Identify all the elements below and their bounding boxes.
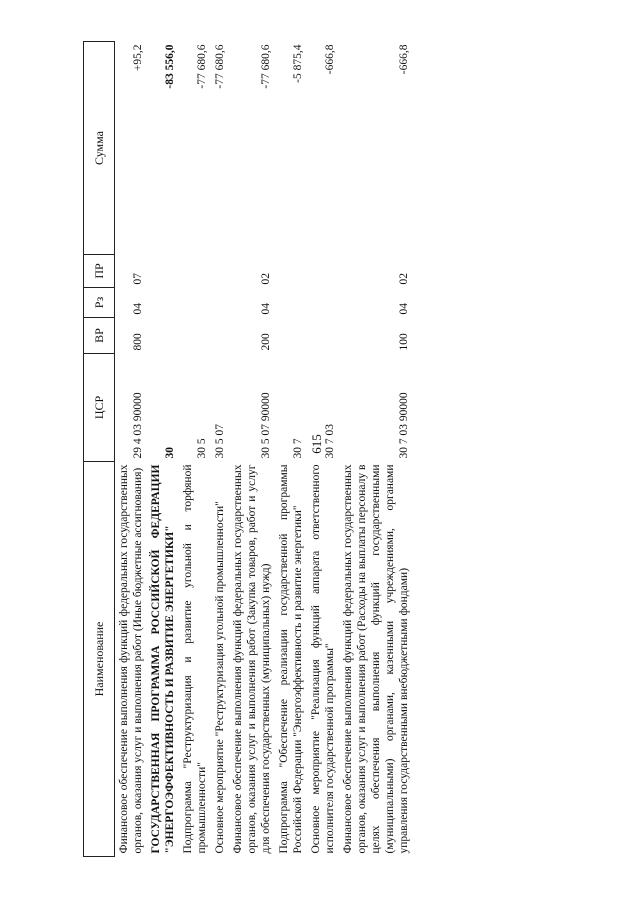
row-sum: -77 680,6 [196, 44, 208, 89]
row-pr [179, 255, 211, 288]
row-name: Финансовое обеспечение выполнения функций федеральных государственных органов, оказания услуг и выполнения работ (Закупка товаров, работ и услуг для обеспечения государственных (муниципальных) нужд) [232, 464, 272, 854]
row-vr [179, 318, 211, 354]
table-row [339, 42, 413, 857]
table-row [229, 42, 275, 857]
row-csr: 30 5 [196, 438, 208, 459]
row-rz [211, 288, 229, 318]
row-rz: 04 [398, 303, 410, 315]
row-csr: 30 7 [292, 438, 304, 459]
table-header-row [84, 42, 115, 857]
row-vr [211, 318, 229, 354]
row-csr: 30 [164, 447, 176, 459]
row-name: Основное мероприятие "Реструктуризация угольной промышленности" [214, 501, 226, 854]
row-name: Финансовое обеспечение выполнения функций федеральных государственных органов, оказания услуг и выполнения работ (Иные бюджетные ассигнования) [118, 464, 144, 854]
row-pr [275, 255, 307, 288]
row-csr: 30 7 03 90000 [398, 392, 410, 459]
header-sum: Сумма [84, 42, 115, 255]
row-name: Основное мероприятие "Реализация функций аппарата ответственного исполнителя государственной программы" [310, 464, 336, 854]
row-sum: -666,8 [398, 44, 410, 75]
row-pr [307, 255, 339, 288]
header-name: Наименование [84, 462, 115, 857]
row-vr: 800 [132, 333, 144, 351]
table-row [307, 42, 339, 857]
row-csr: 29 4 03 90000 [132, 392, 144, 459]
row-sum: -5 875,4 [292, 44, 304, 83]
row-rz: 04 [132, 303, 144, 315]
row-sum: -83 556,0 [164, 44, 176, 89]
row-pr: 07 [132, 273, 144, 285]
row-csr: 30 7 03 [324, 424, 336, 459]
table-row [115, 42, 148, 857]
row-vr: 100 [398, 333, 410, 351]
header-pr: ПР [84, 255, 115, 288]
row-sum: -666,8 [324, 44, 336, 75]
budget-table [83, 41, 413, 857]
row-pr [211, 255, 229, 288]
row-sum: -77 680,6 [260, 44, 272, 89]
row-name: Подпрограмма "Реструктуризация и развитие угольной и торфяной промышленности" [182, 464, 208, 854]
row-vr [307, 318, 339, 354]
row-csr: 30 5 07 90000 [260, 392, 272, 459]
row-rz [275, 288, 307, 318]
row-pr [147, 255, 179, 288]
table-row [211, 42, 229, 857]
row-rz: 04 [260, 303, 272, 315]
table-row [179, 42, 211, 857]
row-rz [147, 288, 179, 318]
row-sum: -77 680,6 [214, 44, 226, 89]
row-sum: +95,2 [132, 44, 144, 72]
row-csr: 30 5 07 [214, 424, 226, 459]
header-csr: ЦСР [84, 354, 115, 462]
row-vr: 200 [260, 333, 272, 351]
row-pr: 02 [398, 273, 410, 285]
row-name: Финансовое обеспечение выполнения функций федеральных государственных органов, оказания услуг и выполнения работ (Расходы на выплаты персоналу в целях обеспечения выполнения функций государственными (муниципальными) органами, казенными учреждениями, органами управления государственными внебюджетными фондами) [342, 464, 410, 854]
rotated-table-sheet [83, 42, 616, 857]
row-vr [147, 318, 179, 354]
row-rz [307, 288, 339, 318]
header-rz: Рз [84, 288, 115, 318]
header-vr: ВР [84, 318, 115, 354]
row-name: ГОСУДАРСТВЕННАЯ ПРОГРАММА РОССИЙСКОЙ ФЕДЕРАЦИИ "ЭНЕРГОЭФФЕКТИВНОСТЬ И РАЗВИТИЕ ЭНЕРГЕТИКИ" [150, 464, 176, 854]
row-rz [179, 288, 211, 318]
page-number: 615 [308, 434, 324, 454]
table-row [147, 42, 179, 857]
table-row [275, 42, 307, 857]
row-pr: 02 [260, 273, 272, 285]
row-vr [275, 318, 307, 354]
row-name: Подпрограмма "Обеспечение реализации государственной программы Российской Федерации "Энергоэффективность и развитие энергетики" [278, 464, 304, 854]
